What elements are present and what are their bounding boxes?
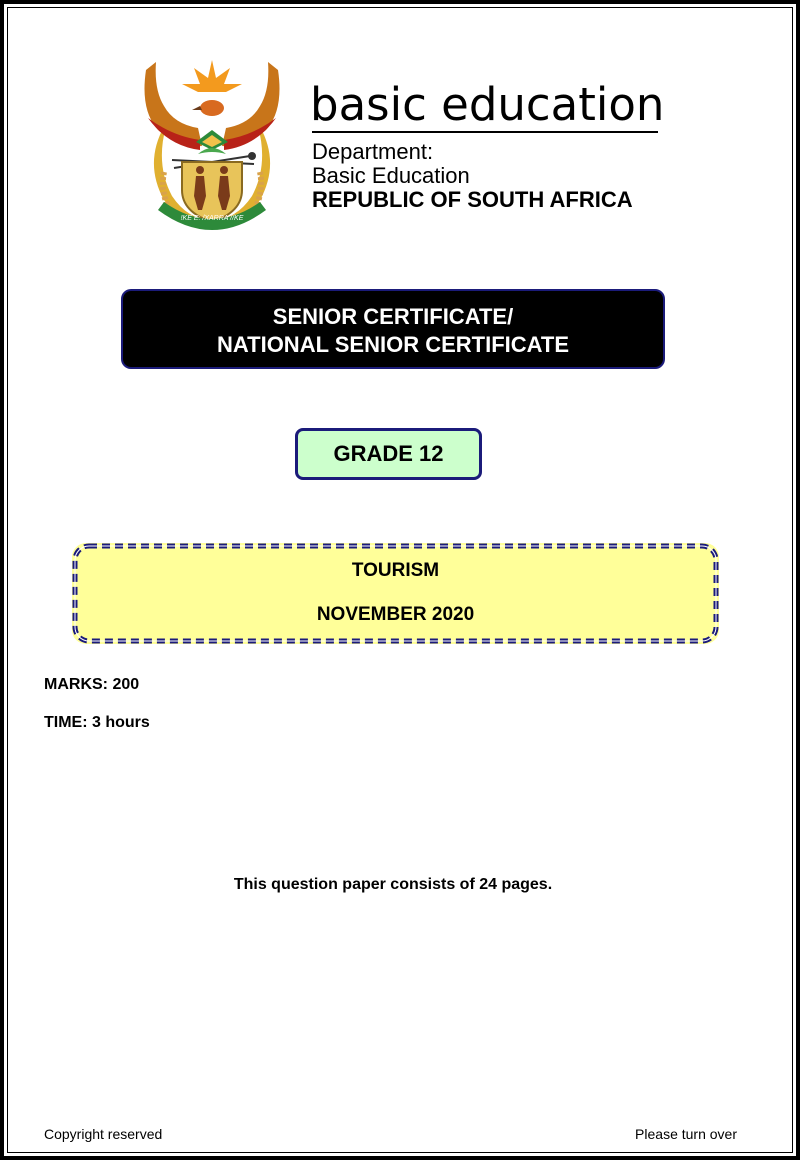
department-label: Department: bbox=[312, 139, 434, 164]
department-block bbox=[312, 140, 633, 212]
time-text: TIME: 3 hours bbox=[44, 714, 150, 731]
copyright-text: Copyright reserved bbox=[44, 1126, 163, 1142]
dashed-border bbox=[72, 543, 719, 644]
coat-of-arms-icon bbox=[138, 50, 286, 232]
svg-text:!KE E: /XARRA //KE: !KE E: /XARRA //KE bbox=[180, 215, 244, 222]
subject-panel bbox=[72, 543, 719, 644]
grade-badge bbox=[295, 428, 482, 480]
brand-title: basic education bbox=[310, 78, 665, 131]
department-name: Basic Education bbox=[312, 163, 470, 188]
certificate-line-2: NATIONAL SENIOR CERTIFICATE bbox=[217, 332, 569, 357]
subject-title: TOURISM bbox=[351, 560, 440, 581]
turn-over-text: Please turn over bbox=[635, 1126, 737, 1142]
brand-divider bbox=[312, 131, 658, 133]
exam-session: NOVEMBER 2020 bbox=[316, 604, 475, 625]
grade-label: GRADE 12 bbox=[333, 441, 444, 466]
certificate-line-1: SENIOR CERTIFICATE/ bbox=[272, 304, 514, 329]
page-count-text: This question paper consists of 24 pages. bbox=[233, 876, 553, 893]
marks-text: MARKS: 200 bbox=[44, 676, 140, 693]
certificate-banner bbox=[121, 289, 665, 369]
country-name: REPUBLIC OF SOUTH AFRICA bbox=[312, 187, 633, 212]
